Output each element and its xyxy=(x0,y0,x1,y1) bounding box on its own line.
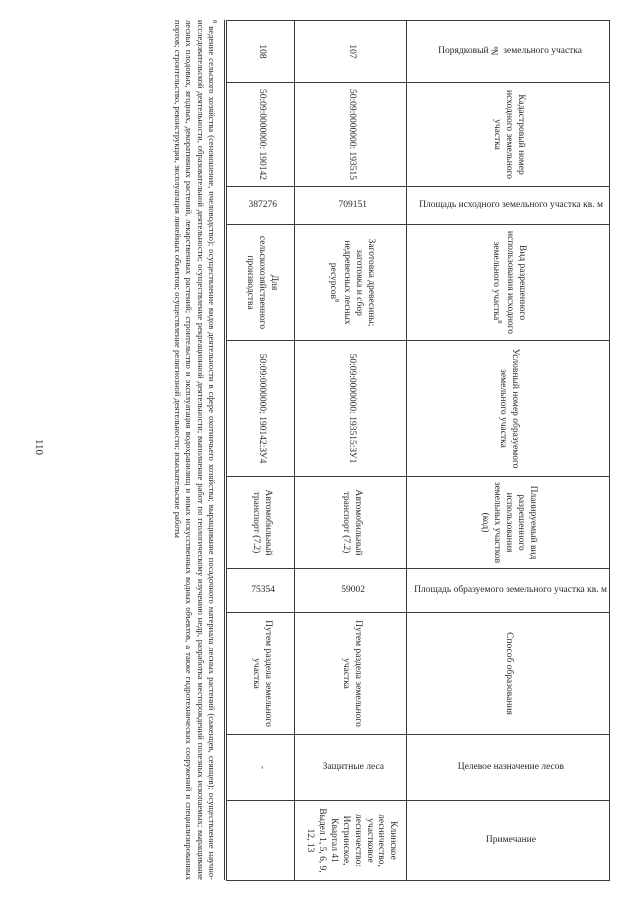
land-plots-table xyxy=(226,20,610,881)
table-row xyxy=(227,21,295,881)
footnote-ref-8: 8 xyxy=(496,320,504,324)
header-use-src: Вид разрешенного использования исходного земельного участка$^8$ xyxy=(407,225,610,341)
footnote xyxy=(172,20,225,880)
footnote-ref-8: 8 xyxy=(332,299,340,303)
header-num: Порядковый № земельного участка xyxy=(407,21,610,83)
cell-note: Клинское лесничество, участковое лесничество: Истринское, Квартал 41 Выдел 1, 5, 6, 9, 12, 13 xyxy=(295,801,407,881)
cell-use-src: Заготовка древесины; заготовка и сбор недревесных лесных ресурсов$^8$ xyxy=(295,225,407,341)
cell-purpose: Защитные леса xyxy=(295,735,407,801)
cell-area-src: 387276 xyxy=(227,187,295,225)
rotated-table-page xyxy=(50,20,610,880)
cell-planned-use: Автомобильный транспорт (7.2) xyxy=(227,477,295,569)
cell-num: 107 xyxy=(295,21,407,83)
header-area-new: Площадь образуемого земельного участка кв. м xyxy=(407,569,610,613)
footnote-text: ведение сельского хозяйства (сенокошение, пчеловодство); осуществление видов деятельности в сфере охотничьего хозяйства; выращивание посадочного материала лесных растений (саженцев, сеянцев); осуществление научно-исследовательской деятельности, образовательной деятельности; осуществление рекреационной деятельности; выполнение работ по геологическому изучению недр, разработка месторождений полезных ископаемых; выращивание лесных плодовых, ягодных, декоративных растений, лекарственных растений; строительство и эксплуатация водохранилищ и иных искусственных водных объектов, а также гидротехнических сооружений и специализированных портов; строительство, реконструкция, эксплуатация линейных объектов; осуществление религиозной деятельности; изыскательские работы xyxy=(173,20,218,880)
cell-area-src: 709151 xyxy=(295,187,407,225)
cell-note xyxy=(227,801,295,881)
cell-area-new: 75354 xyxy=(227,569,295,613)
table-row xyxy=(295,21,407,881)
cell-num: 108 xyxy=(227,21,295,83)
header-purpose: Целевое назначение лесов xyxy=(407,735,610,801)
cell-method: Путем раздела земельного участка xyxy=(295,613,407,735)
cell-purpose: - xyxy=(227,735,295,801)
cell-method: Путем раздела земельного участка xyxy=(227,613,295,735)
header-planned-use: Планируемый вид разрешенного использования земельных участков (код) xyxy=(407,477,610,569)
cell-cond-num: 50:09:0000000: 190142:ЗУ4 xyxy=(227,341,295,477)
footnote-mark: 8 xyxy=(211,20,218,24)
header-cond-num: Условный номер образуемого земельного участка xyxy=(407,341,610,477)
cell-cond-num: 50:09:0000000: 193515:ЗУ1 xyxy=(295,341,407,477)
page-number: 110 xyxy=(33,438,45,456)
cell-cadastral: 50:09:0000000: 193515 xyxy=(295,83,407,187)
cell-area-new: 59002 xyxy=(295,569,407,613)
cell-planned-use: Автомобильный транспорт (7.2) xyxy=(295,477,407,569)
table-header-row xyxy=(407,21,610,881)
header-note: Примечание xyxy=(407,801,610,881)
header-method: Способ образования xyxy=(407,613,610,735)
cell-cadastral: 50:09:0000000: 190142 xyxy=(227,83,295,187)
cell-use-src: Для сельскохозяйственного производства xyxy=(227,225,295,341)
header-cadastral: Кадастровый номер исходного земельного участка xyxy=(407,83,610,187)
header-area-src: Площадь исходного земельного участка кв. м xyxy=(407,187,610,225)
